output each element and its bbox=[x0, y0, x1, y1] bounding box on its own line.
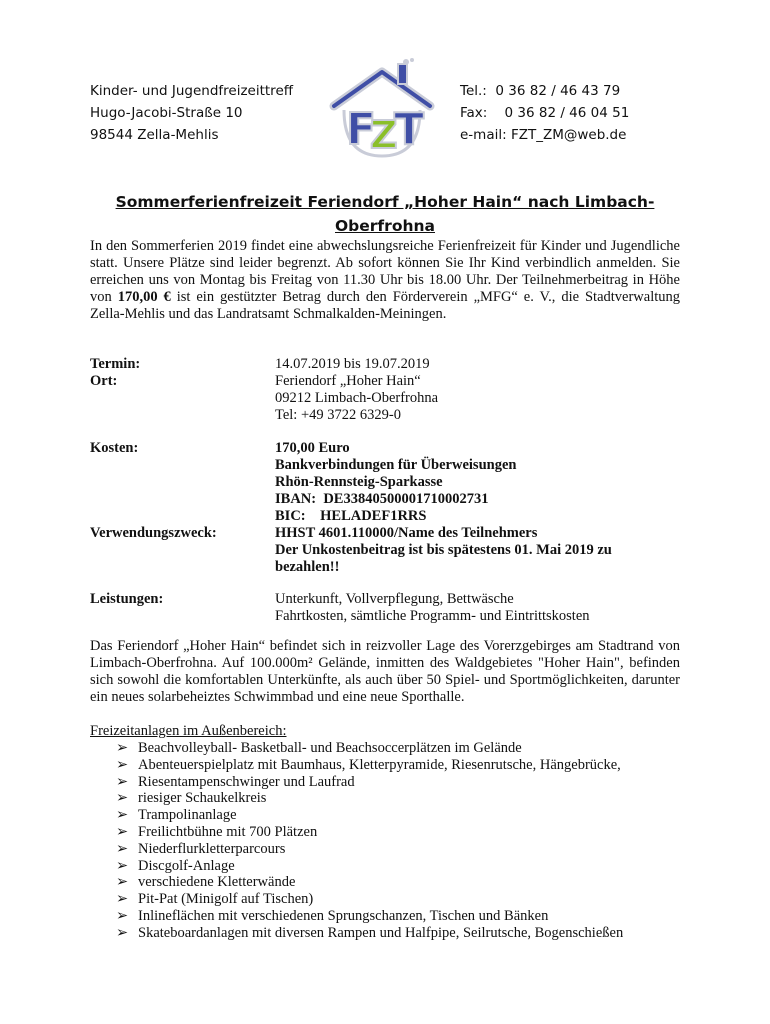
email: e-mail: FZT_ZM@web.de bbox=[460, 127, 627, 143]
svg-text:T: T bbox=[394, 104, 425, 155]
termin-value: 14.07.2019 bis 19.07.2019 bbox=[275, 356, 430, 372]
arrow-bullet-icon: ➢ bbox=[116, 790, 129, 807]
arrow-bullet-icon: ➢ bbox=[116, 756, 129, 773]
ort-line: Tel: +49 3722 6329-0 bbox=[275, 407, 401, 423]
ort-label: Ort: bbox=[90, 373, 118, 389]
intro-paragraph bbox=[90, 238, 680, 323]
list-item: ➢ Abenteuerspielplatz mit Baumhaus, Kletterpyramide, Riesenrutsche, Hängebrücke, bbox=[116, 756, 621, 773]
list-item: ➢ Pit-Pat (Minigolf auf Tischen) bbox=[116, 891, 314, 908]
leistungen-value bbox=[275, 591, 675, 625]
list-item: ➢ Discgolf-Anlage bbox=[116, 857, 235, 874]
arrow-bullet-icon: ➢ bbox=[116, 740, 129, 756]
arrow-bullet-icon: ➢ bbox=[116, 857, 129, 874]
arrow-bullet-icon: ➢ bbox=[116, 907, 129, 924]
letterhead bbox=[90, 80, 680, 170]
contact-block bbox=[460, 80, 629, 146]
title-line-2: Oberfrohna bbox=[335, 217, 435, 235]
ort-line: 09212 Limbach-Oberfrohna bbox=[275, 390, 439, 406]
ort-value bbox=[275, 373, 675, 424]
kosten-label: Kosten: bbox=[90, 440, 139, 456]
list-item: ➢ Beachvolleyball- Basketball- und Beachsoccerplätzen im Gelände bbox=[116, 740, 522, 756]
fax: Fax: 0 36 82 / 46 04 51 bbox=[460, 105, 630, 121]
arrow-bullet-icon: ➢ bbox=[116, 773, 129, 790]
svg-text:Z: Z bbox=[370, 113, 398, 157]
zweck-line: bezahlen!! bbox=[275, 559, 340, 575]
leistungen-label: Leistungen: bbox=[90, 591, 164, 607]
org-name: Kinder- und Jugendfreizeittreff bbox=[90, 83, 294, 99]
list-item: ➢ Freilichtbühne mit 700 Plätzen bbox=[116, 823, 318, 840]
list-item: ➢ riesiger Schaukelkreis bbox=[116, 790, 267, 807]
ort-line: Feriendorf „Hoher Hain“ bbox=[275, 373, 421, 389]
leistungen-line: Fahrtkosten, sämtliche Programm- und Eintrittskosten bbox=[275, 608, 590, 624]
list-item: ➢ Riesentampenschwinger und Laufrad bbox=[116, 773, 355, 790]
kosten-line: IBAN: DE33840500001710002731 bbox=[275, 491, 489, 507]
kosten-line: 170,00 Euro bbox=[275, 440, 350, 456]
arrow-bullet-icon: ➢ bbox=[116, 840, 129, 857]
page-title bbox=[80, 190, 690, 238]
svg-text:F: F bbox=[346, 104, 377, 155]
list-item: ➢ Skateboardanlagen mit diversen Rampen und Halfpipe, Seilrutsche, Bogenschießen bbox=[116, 924, 624, 941]
fzt-logo-icon bbox=[326, 58, 438, 162]
kosten-line: Bankverbindungen für Überweisungen bbox=[275, 457, 517, 473]
arrow-bullet-icon: ➢ bbox=[116, 891, 129, 908]
price: 170,00 € bbox=[117, 289, 171, 305]
intro-text-2: ist ein gestützter Betrag durch den Förderverein „MFG“ e. V., die Stadtverwaltung Zella-Mehlis und das Landratsamt Schmalkalden-Meiningen. bbox=[90, 289, 681, 322]
street: Hugo-Jacobi-Straße 10 bbox=[90, 105, 243, 121]
zweck-line: HHST 4601.110000/Name des Teilnehmers bbox=[275, 525, 538, 541]
description-paragraph: Das Feriendorf „Hoher Hain“ befindet sich in reizvoller Lage des Vorerzgebirges am Stadtrand von Limbach-Oberfrohna. Auf 100.000m² Gelände, inmitten des Waldgebietes "Hoher Hain", befinden sich sowohl die komfortablen Unterkünfte, als auch über 50 Spiel- und Sportmöglichkeiten, darunter ein neues solarbeheiztes Schwimmbad und eine neue Sporthalle. bbox=[90, 638, 680, 705]
list-item: ➢ Niederflurkletterparcours bbox=[116, 840, 286, 857]
arrow-bullet-icon: ➢ bbox=[116, 874, 129, 891]
verwendungszweck-value bbox=[275, 525, 675, 576]
arrow-bullet-icon: ➢ bbox=[116, 807, 129, 824]
leistungen-line: Unterkunft, Vollverpflegung, Bettwäsche bbox=[275, 591, 514, 607]
facilities-list bbox=[90, 740, 680, 942]
list-item: ➢ Trampolinanlage bbox=[116, 807, 237, 824]
kosten-line: Rhön-Rennsteig-Sparkasse bbox=[275, 474, 443, 490]
arrow-bullet-icon: ➢ bbox=[116, 924, 129, 941]
verwendungszweck-label: Verwendungszweck: bbox=[90, 525, 217, 541]
details-table bbox=[90, 356, 680, 624]
termin-label: Termin: bbox=[90, 356, 141, 372]
sender-address bbox=[90, 80, 293, 146]
intro-text-1: In den Sommerferien 2019 findet eine abwechslungsreiche Ferienfreizeit für Kinder und Jugendliche statt. Unsere Plätze sind leider begrenzt. Ab sofort können Sie Ihr Kind verbindlich anmelden. Sie erreichen uns von Montag bis Freitag von 11.30 Uhr bis 18.00 Uhr. Der Teilnehmerbeitrag in Höhe von bbox=[90, 238, 680, 305]
facilities-heading: Freizeitanlagen im Außenbereich: bbox=[90, 723, 287, 739]
phone: Tel.: 0 36 82 / 46 43 79 bbox=[460, 83, 621, 99]
title-line-1: Sommerferienfreizeit Feriendorf „Hoher Hain“ nach Limbach- bbox=[115, 193, 655, 211]
list-item: ➢ Inlineflächen mit verschiedenen Sprungschanzen, Tischen und Bänken bbox=[116, 907, 549, 924]
kosten-value bbox=[275, 440, 675, 525]
city: 98544 Zella-Mehlis bbox=[90, 127, 219, 143]
arrow-bullet-icon: ➢ bbox=[116, 823, 129, 840]
zweck-line: Der Unkostenbeitrag ist bis spätestens 01. Mai 2019 zu bbox=[275, 542, 612, 558]
list-item: ➢ verschiedene Kletterwände bbox=[116, 874, 296, 891]
kosten-line: BIC: HELADEF1RRS bbox=[275, 508, 427, 524]
